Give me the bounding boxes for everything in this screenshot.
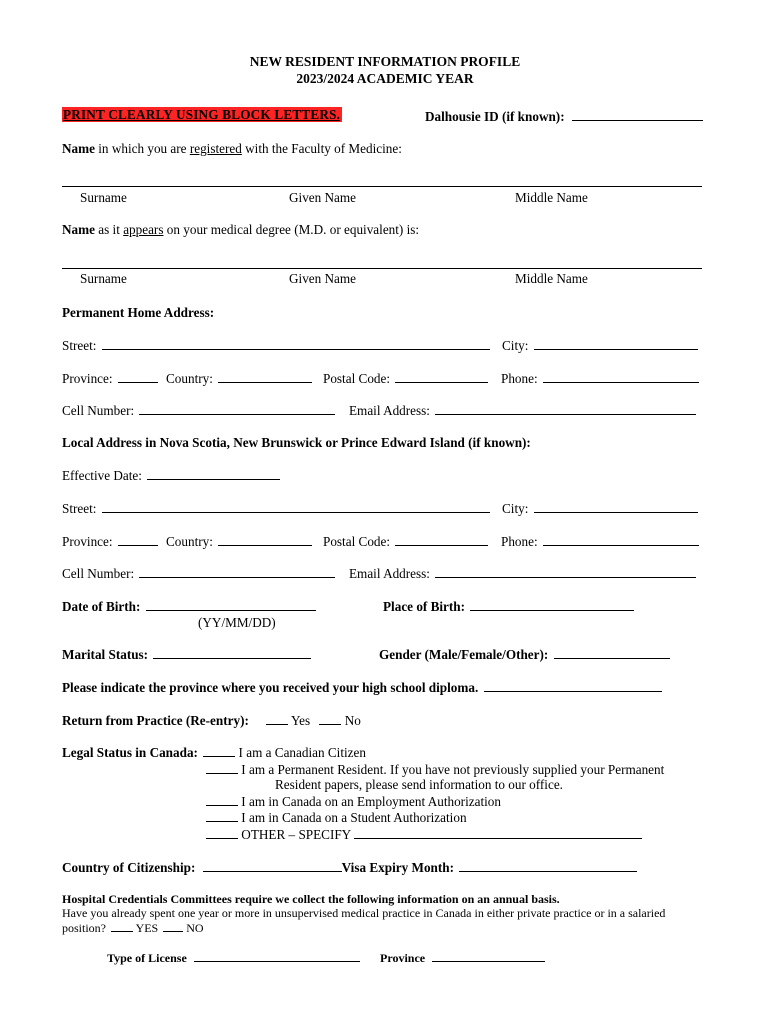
local-phone-label: Phone: bbox=[501, 534, 538, 549]
license-province-field[interactable] bbox=[432, 951, 545, 962]
name-degree-prompt bbox=[62, 222, 419, 238]
visa-expiry-field[interactable] bbox=[459, 859, 637, 872]
perm-postal-row bbox=[323, 370, 488, 387]
legal-student-blank[interactable] bbox=[206, 809, 238, 822]
local-country-label: Country: bbox=[166, 534, 213, 549]
local-postal-field[interactable] bbox=[395, 533, 488, 546]
local-postal-row bbox=[323, 533, 488, 550]
return-no-blank[interactable] bbox=[319, 712, 341, 725]
name-degree-text-a: as it bbox=[94, 222, 124, 237]
legal-citizen-label: I am a Canadian Citizen bbox=[238, 745, 366, 760]
hospital-question-line1: Have you already spent one year or more in unsupervised medical practice in Canada in either private practice or in a salaried bbox=[62, 906, 666, 920]
perm-street-row bbox=[62, 337, 490, 354]
local-cell-row bbox=[62, 565, 335, 582]
local-cell-field[interactable] bbox=[139, 565, 335, 578]
perm-street-label: Street: bbox=[62, 338, 97, 353]
local-street-row bbox=[62, 500, 490, 517]
perm-country-row bbox=[166, 370, 312, 387]
return-label: Return from Practice (Re-entry): bbox=[62, 713, 249, 728]
given-name-label: Given Name bbox=[289, 190, 357, 205]
dob-label: Date of Birth: bbox=[62, 599, 141, 614]
name-registered-text-b: with the Faculty of Medicine: bbox=[241, 141, 402, 156]
dob-format-hint: (YY/MM/DD) bbox=[198, 615, 276, 630]
citizenship-row bbox=[62, 859, 637, 876]
effective-date-field[interactable] bbox=[147, 467, 280, 480]
visa-expiry-label: Visa Expiry Month: bbox=[341, 860, 454, 875]
effective-date-row bbox=[62, 467, 280, 484]
perm-country-label: Country: bbox=[166, 371, 213, 386]
legal-pr-continuation: Resident papers, please send information to our office. bbox=[275, 777, 563, 792]
perm-province-row bbox=[62, 370, 158, 387]
permanent-address-heading: Permanent Home Address: bbox=[62, 305, 215, 320]
perm-phone-row bbox=[501, 370, 699, 387]
local-email-label: Email Address: bbox=[349, 566, 430, 581]
local-country-row bbox=[166, 533, 312, 550]
legal-employment-label: I am in Canada on an Employment Authorization bbox=[241, 794, 501, 809]
license-label: Type of License bbox=[107, 951, 187, 965]
dal-id-row bbox=[425, 108, 703, 125]
local-city-label: City: bbox=[502, 501, 529, 516]
return-yes-blank[interactable] bbox=[266, 712, 288, 725]
name-degree-text-b: on your medical degree (M.D. or equivalent) is: bbox=[163, 222, 420, 237]
marital-row bbox=[62, 646, 311, 663]
legal-status-row bbox=[62, 744, 366, 761]
gender-row bbox=[379, 646, 670, 663]
legal-employment-blank[interactable] bbox=[206, 793, 238, 806]
hospital-question-line2 bbox=[62, 921, 204, 936]
local-street-field[interactable] bbox=[102, 500, 490, 513]
marital-field[interactable] bbox=[153, 646, 311, 659]
hospital-heading: Hospital Credentials Committees require we collect the following information on an annual basis. bbox=[62, 892, 560, 906]
perm-city-row bbox=[502, 337, 698, 354]
name-degree-bold: Name bbox=[62, 222, 95, 237]
perm-cell-label: Cell Number: bbox=[62, 403, 135, 418]
name-registered-text-a: in which you are bbox=[94, 141, 190, 156]
perm-phone-label: Phone: bbox=[501, 371, 538, 386]
pob-row bbox=[383, 598, 634, 615]
perm-city-label: City: bbox=[502, 338, 529, 353]
local-street-label: Street: bbox=[62, 501, 97, 516]
hospital-question-position: position? bbox=[62, 921, 106, 935]
effective-date-label: Effective Date: bbox=[62, 468, 142, 483]
dob-field[interactable] bbox=[146, 598, 316, 611]
legal-other-label: OTHER – SPECIFY bbox=[241, 827, 351, 842]
citizenship-label: Country of Citizenship: bbox=[62, 860, 196, 875]
legal-student-label: I am in Canada on a Student Authorization bbox=[241, 810, 467, 825]
local-email-field[interactable] bbox=[435, 565, 696, 578]
license-row bbox=[107, 951, 360, 966]
local-province-label: Province: bbox=[62, 534, 113, 549]
legal-citizen-blank[interactable] bbox=[203, 744, 235, 757]
name-registered-underlined: registered bbox=[189, 141, 242, 156]
middle-name-label: Middle Name bbox=[515, 190, 588, 205]
license-province-row bbox=[380, 951, 545, 966]
marital-label: Marital Status: bbox=[62, 647, 149, 662]
dob-row bbox=[62, 598, 316, 615]
local-city-row bbox=[502, 500, 698, 517]
perm-email-field[interactable] bbox=[435, 402, 696, 415]
hospital-no-label: NO bbox=[186, 921, 204, 935]
perm-street-field[interactable] bbox=[102, 337, 490, 350]
dal-id-field[interactable] bbox=[572, 108, 703, 121]
name-registered-field[interactable] bbox=[62, 186, 702, 187]
local-province-field[interactable] bbox=[118, 533, 158, 546]
legal-student-row bbox=[206, 809, 467, 826]
local-country-field[interactable] bbox=[218, 533, 312, 546]
hospital-yes-label: YES bbox=[135, 921, 159, 935]
middle-name-label-2: Middle Name bbox=[515, 271, 588, 286]
legal-status-label: Legal Status in Canada: bbox=[62, 745, 198, 760]
local-address-heading: Local Address in Nova Scotia, New Brunswick or Prince Edward Island (if known): bbox=[62, 435, 531, 450]
given-name-label-2: Given Name bbox=[289, 271, 357, 286]
return-row bbox=[62, 712, 361, 729]
local-phone-field[interactable] bbox=[543, 533, 699, 546]
block-letters-notice: PRINT CLEARLY USING BLOCK LETTERS. bbox=[63, 107, 341, 122]
gender-label: Gender (Male/Female/Other): bbox=[379, 647, 549, 662]
perm-province-field[interactable] bbox=[118, 370, 158, 383]
form-title: NEW RESIDENT INFORMATION PROFILE bbox=[249, 54, 521, 69]
local-cell-label: Cell Number: bbox=[62, 566, 135, 581]
legal-other-blank[interactable] bbox=[206, 826, 238, 839]
hospital-no-blank[interactable] bbox=[163, 921, 183, 932]
legal-other-row bbox=[206, 826, 642, 843]
gender-field[interactable] bbox=[554, 646, 670, 659]
hospital-yes-blank[interactable] bbox=[111, 921, 133, 932]
legal-other-specify-field[interactable] bbox=[354, 826, 642, 839]
local-postal-label: Postal Code: bbox=[323, 534, 391, 549]
perm-postal-label: Postal Code: bbox=[323, 371, 391, 386]
perm-province-label: Province: bbox=[62, 371, 113, 386]
local-email-row bbox=[349, 565, 696, 582]
local-phone-row bbox=[501, 533, 699, 550]
perm-phone-field[interactable] bbox=[543, 370, 699, 383]
academic-year: 2023/2024 ACADEMIC YEAR bbox=[296, 71, 474, 86]
local-province-row bbox=[62, 533, 158, 550]
license-field[interactable] bbox=[194, 951, 360, 962]
name-registered-prompt bbox=[62, 141, 402, 157]
name-registered-bold: Name bbox=[62, 141, 95, 156]
perm-email-row bbox=[349, 402, 696, 419]
notice-banner bbox=[62, 107, 342, 123]
legal-employment-row bbox=[206, 793, 501, 810]
legal-pr-label: I am a Permanent Resident. If you have not previously supplied your Permanent bbox=[241, 762, 665, 777]
return-no-label: No bbox=[344, 713, 361, 728]
local-city-field[interactable] bbox=[534, 500, 698, 513]
legal-pr-blank[interactable] bbox=[206, 761, 238, 774]
citizenship-field[interactable] bbox=[203, 859, 342, 872]
high-school-field[interactable] bbox=[484, 679, 662, 692]
surname-label-2: Surname bbox=[80, 271, 127, 286]
dal-id-label: Dalhousie ID (if known): bbox=[425, 109, 565, 124]
perm-cell-field[interactable] bbox=[139, 402, 335, 415]
perm-city-field[interactable] bbox=[534, 337, 698, 350]
high-school-label: Please indicate the province where you received your high school diploma. bbox=[62, 680, 479, 695]
name-degree-underlined: appears bbox=[123, 222, 164, 237]
perm-cell-row bbox=[62, 402, 335, 419]
license-province-label: Province bbox=[380, 951, 426, 965]
return-yes-label: Yes bbox=[290, 713, 311, 728]
surname-label: Surname bbox=[80, 190, 127, 205]
name-degree-field[interactable] bbox=[62, 268, 702, 269]
perm-postal-field[interactable] bbox=[395, 370, 488, 383]
pob-field[interactable] bbox=[470, 598, 634, 611]
perm-email-label: Email Address: bbox=[349, 403, 430, 418]
perm-country-field[interactable] bbox=[218, 370, 312, 383]
pob-label: Place of Birth: bbox=[383, 599, 466, 614]
high-school-row bbox=[62, 679, 662, 696]
legal-pr-row bbox=[206, 761, 664, 778]
